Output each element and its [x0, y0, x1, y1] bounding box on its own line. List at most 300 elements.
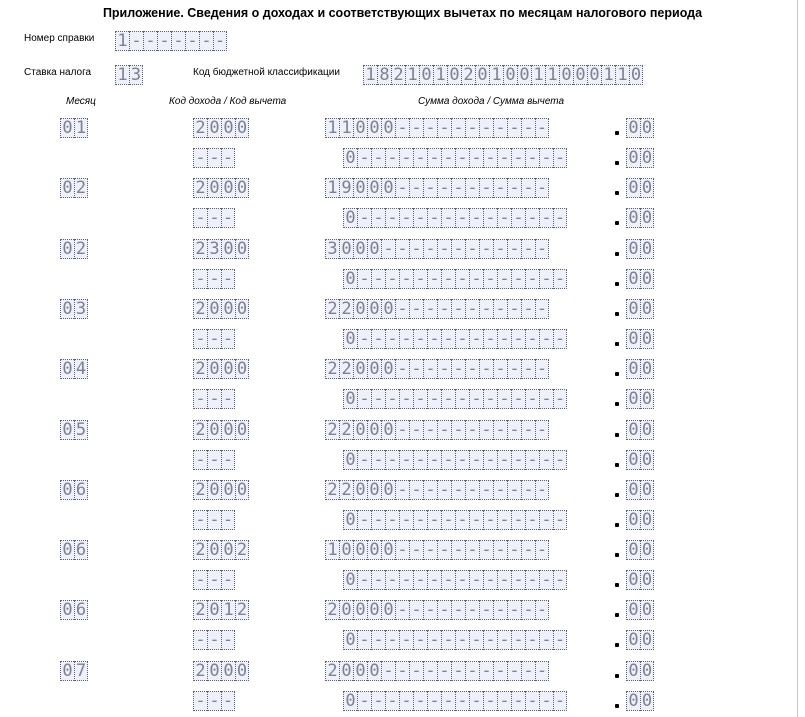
digit-cell: -	[554, 328, 566, 349]
digit-cell: 2	[236, 540, 248, 561]
digit-cell: 0	[207, 178, 221, 198]
digit-cell: -	[413, 510, 427, 530]
digit-cell: 2	[325, 480, 339, 500]
digit-cell: 0	[343, 510, 357, 530]
budget-code-field	[363, 65, 643, 85]
digit-cell: -	[455, 389, 469, 409]
digit-cell: -	[483, 389, 497, 409]
digit-cell: -	[497, 329, 511, 349]
income-amount-field	[325, 661, 549, 681]
digit-cell: 0	[626, 359, 640, 379]
digit-cell: -	[479, 420, 493, 440]
digit-cell: -	[521, 178, 535, 198]
digit-cell: -	[539, 148, 553, 168]
digit-cell: 0	[236, 479, 248, 500]
decimal-point	[615, 674, 619, 678]
digit-cell: -	[409, 480, 423, 500]
digit-cell: -	[479, 118, 493, 138]
digit-cell: -	[413, 389, 427, 409]
month-field	[60, 178, 88, 198]
digit-cell: 1	[601, 65, 615, 85]
digit-cell: 0	[367, 178, 381, 198]
digit-cell: -	[437, 600, 451, 620]
deduction-kopecks-field	[626, 570, 654, 590]
digit-cell: 0	[626, 630, 640, 650]
digit-cell: 0	[626, 208, 640, 228]
digit-cell: -	[385, 269, 399, 289]
digit-cell: -	[222, 690, 234, 711]
digit-cell: -	[423, 118, 437, 138]
digit-cell: -	[493, 540, 507, 560]
digit-cell: -	[451, 118, 465, 138]
digit-cell: 0	[559, 65, 573, 85]
digit-cell: 2	[325, 420, 339, 440]
certificate-number-field	[115, 31, 227, 51]
digit-cell: 0	[207, 299, 221, 319]
digit-cell: -	[469, 570, 483, 590]
digit-cell: -	[193, 208, 207, 228]
digit-cell: 0	[641, 690, 653, 711]
digit-cell: -	[497, 510, 511, 530]
digit-cell: -	[483, 208, 497, 228]
digit-cell: 1	[489, 65, 503, 85]
digit-cell: -	[511, 208, 525, 228]
digit-cell: -	[399, 630, 413, 650]
digit-cell: -	[536, 359, 548, 380]
digit-cell: 0	[641, 328, 653, 349]
income-amount-field	[325, 540, 549, 560]
digit-cell: -	[483, 570, 497, 590]
income-kopecks-field	[626, 178, 654, 198]
deduction-code-field	[193, 148, 235, 168]
digit-cell: -	[536, 419, 548, 440]
digit-cell: -	[451, 480, 465, 500]
digit-cell: 0	[343, 269, 357, 289]
decimal-point	[615, 493, 619, 497]
digit-cell: -	[479, 359, 493, 379]
digit-cell: -	[371, 510, 385, 530]
digit-cell: -	[222, 389, 234, 410]
digit-cell: -	[469, 269, 483, 289]
digit-cell: -	[525, 389, 539, 409]
digit-cell: -	[437, 118, 451, 138]
digit-cell: 0	[641, 238, 653, 259]
digit-cell: 1	[405, 65, 419, 85]
deduction-kopecks-field	[626, 389, 654, 409]
digit-cell: 0	[626, 148, 640, 168]
digit-cell: -	[539, 630, 553, 650]
budget-code-label: Код бюджетной классификации	[193, 67, 340, 78]
digit-cell: 6	[75, 600, 87, 621]
income-code-field	[193, 540, 249, 560]
digit-cell: -	[493, 661, 507, 681]
digit-cell: -	[207, 510, 221, 530]
digit-cell: -	[497, 389, 511, 409]
deduction-amount-field	[343, 208, 567, 228]
digit-cell: -	[525, 269, 539, 289]
digit-cell: -	[207, 329, 221, 349]
digit-cell: -	[469, 329, 483, 349]
digit-cell: 0	[381, 359, 395, 379]
digit-cell: 2	[193, 239, 207, 259]
digit-cell: -	[441, 450, 455, 470]
digit-cell: 1	[325, 540, 339, 560]
digit-cell: -	[409, 118, 423, 138]
digit-cell: -	[222, 570, 234, 591]
decimal-point	[615, 463, 619, 467]
digit-cell: -	[427, 329, 441, 349]
digit-cell: -	[451, 600, 465, 620]
digit-cell: -	[465, 178, 479, 198]
digit-cell: -	[157, 31, 171, 51]
digit-cell: -	[493, 178, 507, 198]
digit-cell: 0	[626, 570, 640, 590]
digit-cell: -	[507, 239, 521, 259]
digit-cell: -	[511, 510, 525, 530]
digit-cell: -	[525, 208, 539, 228]
digit-cell: 0	[353, 118, 367, 138]
digit-cell: -	[497, 269, 511, 289]
digit-cell: -	[521, 420, 535, 440]
digit-cell: 0	[367, 600, 381, 620]
digit-cell: -	[399, 148, 413, 168]
digit-cell: -	[207, 450, 221, 470]
digit-cell: -	[507, 118, 521, 138]
digit-cell: 0	[236, 118, 248, 138]
digit-cell: 0	[587, 65, 601, 85]
decimal-point	[615, 433, 619, 437]
digit-cell: -	[479, 661, 493, 681]
digit-cell: -	[511, 630, 525, 650]
digit-cell: -	[451, 299, 465, 319]
digit-cell: -	[497, 691, 511, 711]
digit-cell: 3	[75, 298, 87, 319]
digit-cell: 0	[475, 65, 489, 85]
digit-cell: -	[193, 329, 207, 349]
digit-cell: -	[483, 691, 497, 711]
digit-cell: -	[441, 389, 455, 409]
digit-cell: -	[371, 208, 385, 228]
deduction-code-field	[193, 269, 235, 289]
digit-cell: 0	[626, 178, 640, 198]
digit-cell: 0	[353, 299, 367, 319]
deduction-amount-field	[343, 329, 567, 349]
digit-cell: -	[437, 299, 451, 319]
page-edge	[797, 0, 798, 717]
month-field	[60, 239, 88, 259]
digit-cell: 0	[367, 359, 381, 379]
deduction-amount-field	[343, 570, 567, 590]
digit-cell: -	[409, 239, 423, 259]
digit-cell: 0	[381, 480, 395, 500]
digit-cell: -	[469, 510, 483, 530]
digit-cell: -	[554, 268, 566, 289]
digit-cell: 2	[325, 299, 339, 319]
month-field	[60, 118, 88, 138]
amount-column-header: Сумма дохода / Сумма вычета	[418, 96, 565, 107]
income-kopecks-field	[626, 540, 654, 560]
digit-cell: -	[539, 208, 553, 228]
digit-cell: -	[479, 239, 493, 259]
digit-cell: -	[437, 239, 451, 259]
digit-cell: -	[385, 329, 399, 349]
digit-cell: 0	[367, 480, 381, 500]
deduction-code-field	[193, 630, 235, 650]
digit-cell: 6	[75, 540, 87, 561]
digit-cell: 1	[363, 65, 377, 85]
digit-cell: -	[385, 570, 399, 590]
digit-cell: -	[423, 299, 437, 319]
digit-cell: 0	[641, 148, 653, 168]
digit-cell: 0	[343, 570, 357, 590]
digit-cell: -	[427, 389, 441, 409]
deduction-kopecks-field	[626, 691, 654, 711]
digit-cell: -	[437, 540, 451, 560]
digit-cell: 2	[325, 359, 339, 379]
digit-cell: -	[207, 389, 221, 409]
digit-cell: 0	[236, 238, 248, 259]
digit-cell: 0	[207, 118, 221, 138]
digit-cell: -	[479, 178, 493, 198]
digit-cell: 0	[236, 178, 248, 199]
income-kopecks-field	[626, 480, 654, 500]
digit-cell: 0	[641, 570, 653, 591]
decimal-point	[615, 282, 619, 286]
decimal-point	[615, 402, 619, 406]
digit-cell: -	[455, 269, 469, 289]
digit-cell: 0	[641, 600, 653, 621]
digit-cell: -	[207, 269, 221, 289]
digit-cell: 1	[325, 118, 339, 138]
digit-cell: 0	[221, 480, 235, 500]
digit-cell: -	[193, 570, 207, 590]
digit-cell: -	[357, 389, 371, 409]
digit-cell: -	[385, 148, 399, 168]
digit-cell: -	[409, 540, 423, 560]
digit-cell: 0	[367, 661, 381, 681]
digit-cell: -	[395, 420, 409, 440]
deduction-amount-field	[343, 691, 567, 711]
deduction-amount-field	[343, 269, 567, 289]
digit-cell: 0	[381, 420, 395, 440]
digit-cell: -	[399, 208, 413, 228]
digit-cell: 0	[641, 509, 653, 530]
income-code-field	[193, 600, 249, 620]
digit-cell: -	[423, 480, 437, 500]
deduction-code-field	[193, 329, 235, 349]
digit-cell: 0	[641, 208, 653, 229]
digit-cell: -	[451, 540, 465, 560]
digit-cell: -	[413, 148, 427, 168]
digit-cell: -	[395, 540, 409, 560]
digit-cell: 4	[75, 359, 87, 380]
digit-cell: -	[525, 148, 539, 168]
digit-cell: -	[497, 570, 511, 590]
digit-cell: -	[554, 208, 566, 229]
digit-cell: -	[521, 661, 535, 681]
digit-cell: -	[357, 510, 371, 530]
digit-cell: 0	[641, 449, 653, 470]
digit-cell: -	[469, 630, 483, 650]
digit-cell: 0	[626, 661, 640, 681]
digit-cell: -	[465, 118, 479, 138]
digit-cell: -	[357, 208, 371, 228]
digit-cell: -	[357, 630, 371, 650]
decimal-point	[615, 643, 619, 647]
digit-cell: 9	[339, 178, 353, 198]
digit-cell: -	[427, 450, 441, 470]
digit-cell: 0	[367, 540, 381, 560]
digit-cell: -	[539, 450, 553, 470]
digit-cell: -	[427, 148, 441, 168]
digit-cell: -	[385, 389, 399, 409]
digit-cell: -	[427, 691, 441, 711]
digit-cell: 2	[325, 661, 339, 681]
digit-cell: -	[395, 359, 409, 379]
deduction-code-field	[193, 691, 235, 711]
digit-cell: 0	[641, 389, 653, 410]
digit-cell: -	[455, 510, 469, 530]
digit-cell: -	[511, 329, 525, 349]
digit-cell: 0	[207, 661, 221, 681]
digit-cell: 0	[626, 691, 640, 711]
digit-cell: 0	[236, 660, 248, 681]
month-field	[60, 359, 88, 379]
deduction-code-field	[193, 450, 235, 470]
deduction-code-field	[193, 510, 235, 530]
digit-cell: -	[465, 661, 479, 681]
digit-cell: 2	[339, 480, 353, 500]
digit-cell: -	[357, 269, 371, 289]
digit-cell: 1	[115, 65, 129, 85]
month-field	[60, 420, 88, 440]
digit-cell: -	[222, 328, 234, 349]
digit-cell: -	[479, 299, 493, 319]
digit-cell: -	[371, 329, 385, 349]
digit-cell: -	[357, 329, 371, 349]
digit-cell: -	[409, 299, 423, 319]
digit-cell: 0	[641, 419, 653, 440]
digit-cell: -	[413, 269, 427, 289]
decimal-point	[615, 704, 619, 708]
income-code-field	[193, 178, 249, 198]
digit-cell: -	[483, 329, 497, 349]
digit-cell: -	[539, 570, 553, 590]
deduction-kopecks-field	[626, 329, 654, 349]
income-amount-field	[325, 600, 549, 620]
digit-cell: -	[455, 450, 469, 470]
digit-cell: -	[521, 239, 535, 259]
digit-cell: -	[427, 510, 441, 530]
digit-cell: 2	[461, 65, 475, 85]
digit-cell: 0	[641, 359, 653, 380]
decimal-point	[615, 342, 619, 346]
digit-cell: 0	[207, 359, 221, 379]
digit-cell: -	[395, 299, 409, 319]
digit-cell: 0	[353, 480, 367, 500]
digit-cell: 0	[367, 118, 381, 138]
deduction-code-field	[193, 208, 235, 228]
digit-cell: -	[399, 691, 413, 711]
digit-cell: -	[423, 420, 437, 440]
digit-cell: -	[451, 239, 465, 259]
digit-cell: 3	[325, 239, 339, 259]
digit-cell: 1	[433, 65, 447, 85]
digit-cell: -	[465, 420, 479, 440]
digit-cell: -	[497, 208, 511, 228]
digit-cell: -	[441, 510, 455, 530]
digit-cell: 0	[381, 118, 395, 138]
deduction-kopecks-field	[626, 269, 654, 289]
digit-cell: 2	[193, 299, 207, 319]
certificate-number-label: Номер справки	[24, 33, 95, 44]
income-amount-field	[325, 178, 549, 198]
income-amount-field	[325, 420, 549, 440]
digit-cell: 0	[60, 540, 74, 560]
income-code-field	[193, 299, 249, 319]
digit-cell: -	[399, 389, 413, 409]
income-amount-field	[325, 359, 549, 379]
digit-cell: 2	[339, 299, 353, 319]
digit-cell: -	[465, 600, 479, 620]
digit-cell: -	[451, 661, 465, 681]
digit-cell: -	[521, 299, 535, 319]
digit-cell: 2	[325, 600, 339, 620]
digit-cell: 0	[353, 359, 367, 379]
digit-cell: 2	[339, 420, 353, 440]
digit-cell: -	[539, 329, 553, 349]
digit-cell: 1	[221, 600, 235, 620]
digit-cell: -	[469, 148, 483, 168]
deduction-kopecks-field	[626, 630, 654, 650]
digit-cell: -	[497, 630, 511, 650]
digit-cell: -	[413, 329, 427, 349]
digit-cell: -	[381, 661, 395, 681]
digit-cell: -	[525, 691, 539, 711]
digit-cell: -	[479, 600, 493, 620]
digit-cell: -	[371, 389, 385, 409]
digit-cell: -	[357, 450, 371, 470]
digit-cell: -	[465, 540, 479, 560]
digit-cell: -	[193, 630, 207, 650]
income-amount-field	[325, 480, 549, 500]
digit-cell: 0	[641, 660, 653, 681]
digit-cell: 2	[236, 600, 248, 621]
deduction-amount-field	[343, 510, 567, 530]
digit-cell: -	[399, 570, 413, 590]
digit-cell: -	[199, 31, 213, 51]
digit-cell: 0	[353, 540, 367, 560]
digit-cell: -	[385, 450, 399, 470]
digit-cell: -	[539, 389, 553, 409]
income-amount-field	[325, 299, 549, 319]
digit-cell: -	[493, 239, 507, 259]
digit-cell: -	[423, 600, 437, 620]
digit-cell: -	[465, 239, 479, 259]
digit-cell: -	[357, 570, 371, 590]
digit-cell: -	[507, 540, 521, 560]
digit-cell: 0	[641, 268, 653, 289]
digit-cell: -	[385, 630, 399, 650]
deduction-code-field	[193, 570, 235, 590]
digit-cell: -	[437, 420, 451, 440]
digit-cell: 1	[545, 65, 559, 85]
digit-cell: 0	[343, 630, 357, 650]
digit-cell: 0	[626, 239, 640, 259]
digit-cell: -	[371, 450, 385, 470]
digit-cell: -	[536, 600, 548, 621]
digit-cell: -	[507, 359, 521, 379]
